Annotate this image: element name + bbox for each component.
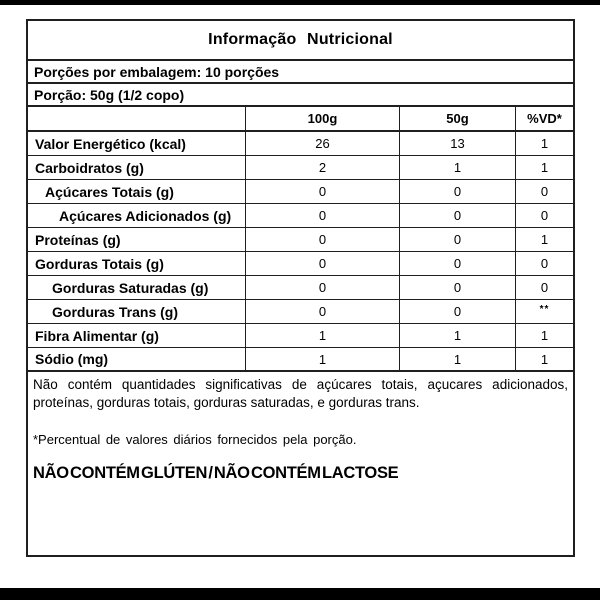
nutrient-label: Açúcares Totais (g)	[45, 183, 174, 200]
table-row-acucares-totais	[28, 180, 573, 204]
nutrient-label: Sódio (mg)	[35, 351, 109, 367]
table-row-valor-energetico	[28, 132, 573, 156]
portion-size-text: Porção: 50g (1/2 copo)	[34, 86, 185, 103]
value-vd: **	[515, 300, 573, 323]
bottom-black-bar	[0, 588, 600, 600]
value-vd: 1	[515, 156, 573, 179]
nutrient-label: Gorduras Totais (g)	[35, 255, 164, 272]
value-100g: 0	[245, 204, 399, 227]
value-vd: 1	[515, 228, 573, 251]
portion-size-line	[28, 84, 573, 107]
value-50g: 13	[399, 132, 515, 155]
servings-per-package-line	[28, 61, 573, 84]
value-vd: 1	[515, 348, 573, 370]
daily-values-note: *Percentual de valores diários fornecidos pela porção.	[33, 432, 357, 448]
value-vd: 0	[515, 204, 573, 227]
value-vd: 0	[515, 276, 573, 299]
table-row-fibra-alimentar	[28, 324, 573, 348]
table-row-acucares-adicionados	[28, 204, 573, 228]
value-50g: 0	[399, 204, 515, 227]
value-50g: 1	[399, 156, 515, 179]
panel-title-row	[28, 21, 573, 61]
nutrient-label: Fibra Alimentar (g)	[35, 327, 159, 344]
table-row-gorduras-saturadas	[28, 276, 573, 300]
value-vd: 1	[515, 132, 573, 155]
column-header-blank	[28, 107, 245, 130]
value-100g: 2	[245, 156, 399, 179]
value-50g: 0	[399, 228, 515, 251]
value-100g: 0	[245, 300, 399, 323]
column-header-vd: %VD*	[515, 107, 573, 130]
column-header-row	[28, 107, 573, 132]
table-row-proteinas	[28, 228, 573, 252]
value-vd: 1	[515, 324, 573, 347]
table-row-sodio	[28, 348, 573, 372]
value-50g: 0	[399, 180, 515, 203]
value-vd: 0	[515, 252, 573, 275]
column-header-50g: 50g	[399, 107, 515, 130]
no-significant-amounts-note: Não contém quantidades significativas de açúcares totais, açucares adicionados, proteínas, gorduras totais, gorduras saturadas, e gorduras trans.	[33, 377, 568, 411]
column-header-100g: 100g	[245, 107, 399, 130]
value-50g: 0	[399, 300, 515, 323]
value-100g: 1	[245, 324, 399, 347]
value-50g: 0	[399, 252, 515, 275]
top-black-bar	[0, 0, 600, 5]
value-vd: 0	[515, 180, 573, 203]
value-100g: 26	[245, 132, 399, 155]
value-100g: 0	[245, 252, 399, 275]
nutrient-label: Gorduras Saturadas (g)	[52, 279, 209, 296]
value-50g: 0	[399, 276, 515, 299]
notes-section	[28, 372, 573, 483]
nutrient-label: Valor Energético (kcal)	[35, 135, 186, 152]
allergen-claim: NÃO CONTÉM GLÚTEN / NÃO CONTÉM LACTOSE	[33, 464, 399, 483]
value-100g: 0	[245, 228, 399, 251]
nutrient-label: Carboidratos (g)	[35, 159, 144, 176]
panel-title: Informação Nutricional	[208, 31, 393, 48]
value-50g: 1	[399, 324, 515, 347]
table-row-carboidratos	[28, 156, 573, 180]
table-row-gorduras-totais	[28, 252, 573, 276]
nutrient-label: Gorduras Trans (g)	[52, 303, 179, 320]
value-100g: 1	[245, 348, 399, 370]
nutrient-label: Açúcares Adicionados (g)	[59, 207, 232, 224]
nutrition-panel	[26, 19, 575, 557]
value-100g: 0	[245, 276, 399, 299]
table-row-gorduras-trans	[28, 300, 573, 324]
value-50g: 1	[399, 348, 515, 370]
value-100g: 0	[245, 180, 399, 203]
nutrient-label: Proteínas (g)	[35, 231, 121, 248]
servings-per-package-text: Porções por embalagem: 10 porções	[34, 63, 280, 80]
